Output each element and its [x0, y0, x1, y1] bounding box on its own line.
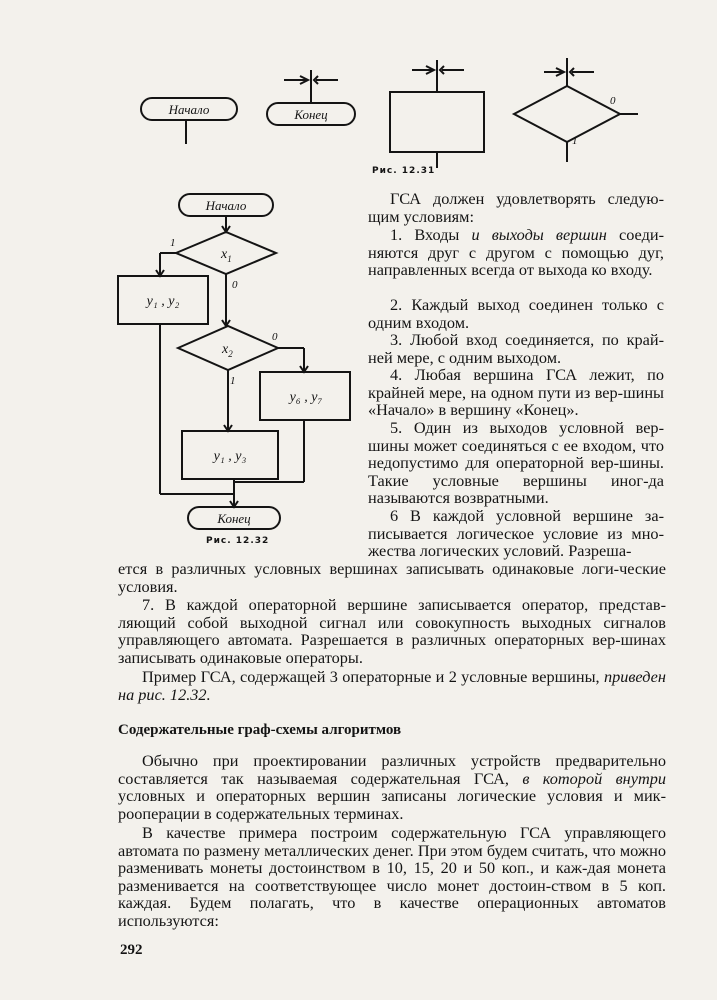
fig32-op-y1-y2-label: y₁ , y₂: [146, 294, 180, 309]
condition-item-7: 7. В каждой операторной вершине записывается оператор, представ-ляющий собой выходной сигнал или совокупность выходных сигналов управляющего автомата. Разрешается в различных операторных вер-шинах записывать одинаковые операторы.: [118, 595, 666, 667]
fig32-end-label: Конец: [217, 511, 251, 526]
paragraph-content-gsa: Обычно при проектировании различных устройств предварительно составляется так называемая содержательная ГСА, в которой внутри условных и операторных вершин записаны логические условия и мик-рооперации в содержательных терминах.: [118, 751, 667, 823]
fig32-x2-label: $x_2$: [222, 342, 233, 359]
figure-12-32-caption: Рис. 12.32: [206, 536, 270, 546]
fig32-x2-zero-label: 0: [272, 331, 278, 343]
fig32-x1-label: $x_1$: [221, 247, 232, 264]
condition-item-2: 2. Каждый выход соединен только с одним входом.: [368, 295, 664, 332]
condition-block-shape: [514, 86, 620, 142]
condition-item-1: 1. Входы и выходы вершин соеди-няются друг с другом с помощью дуг, направленных всегда от выхода ко входу.: [368, 225, 664, 280]
fig32-x1-zero-label: 0: [232, 279, 238, 291]
fig31-one-label: 1: [572, 135, 578, 147]
page-number: 292: [120, 942, 143, 958]
section-heading: Содержательные граф-схемы алгоритмов: [118, 722, 402, 738]
condition-item-3: 3. Любой вход соединяется, по край-ней мере, с одним выходом.: [368, 330, 664, 367]
fig31-end-label: Конец: [294, 107, 328, 122]
fig31-start-label: Начало: [168, 102, 210, 117]
condition-item-4: 4. Любая вершина ГСА лежит, по крайней мере, на одном пути из вер-шины «Начало» в вершину «Конец».: [368, 365, 664, 420]
fig31-zero-label: 0: [610, 95, 616, 107]
fig32-x2-one-label: 1: [230, 375, 236, 387]
fig32-op-y6-y7-label: y₆ , y₇: [289, 390, 323, 405]
figure-12-31-caption: Рис. 12.31: [372, 166, 436, 176]
condition-item-6-end: ется в различных условных вершинах записывать одинаковые логи-ческие условия.: [118, 559, 666, 596]
figure-12-31: [130, 58, 640, 170]
paragraph-example-coins: В качестве примера построим содержательную ГСА управляющего автомата по размену металлических денег. При этом будем считать, что можно разменивать монеты достоинством в 10, 15, 20 и 50 коп., и каж-дая монета разменивается на соответствующее число монет достоин-ством в 5 коп. каждая. Будем полагать, что в качестве операционных автоматов используются:: [118, 823, 666, 930]
fig32-op-y1-y3-label: y₁ , y₃: [213, 449, 247, 464]
figure-12-32: [110, 188, 360, 538]
condition-item-6-start: 6 В каждой условной вершине за-писывается логическое условие из мно-жества логических условий. Разреша-: [368, 506, 664, 561]
condition-item-5: 5. Один из выходов условной вер-шины может соединяться с ее входом, что недопустимо для операторной вер-шины. Такие условные вершины иног-да называются возвратными.: [368, 418, 664, 508]
fig32-x1-one-label: 1: [170, 237, 176, 249]
fig32-start-label: Начало: [205, 198, 247, 213]
paragraph-intro: ГСА должен удовлетворять следую-щим условиям:: [368, 189, 664, 226]
example-paragraph: Пример ГСА, содержащей 3 операторные и 2 условные вершины, приведен на рис. 12.32.: [118, 667, 666, 704]
operator-block-shape: [390, 92, 484, 152]
